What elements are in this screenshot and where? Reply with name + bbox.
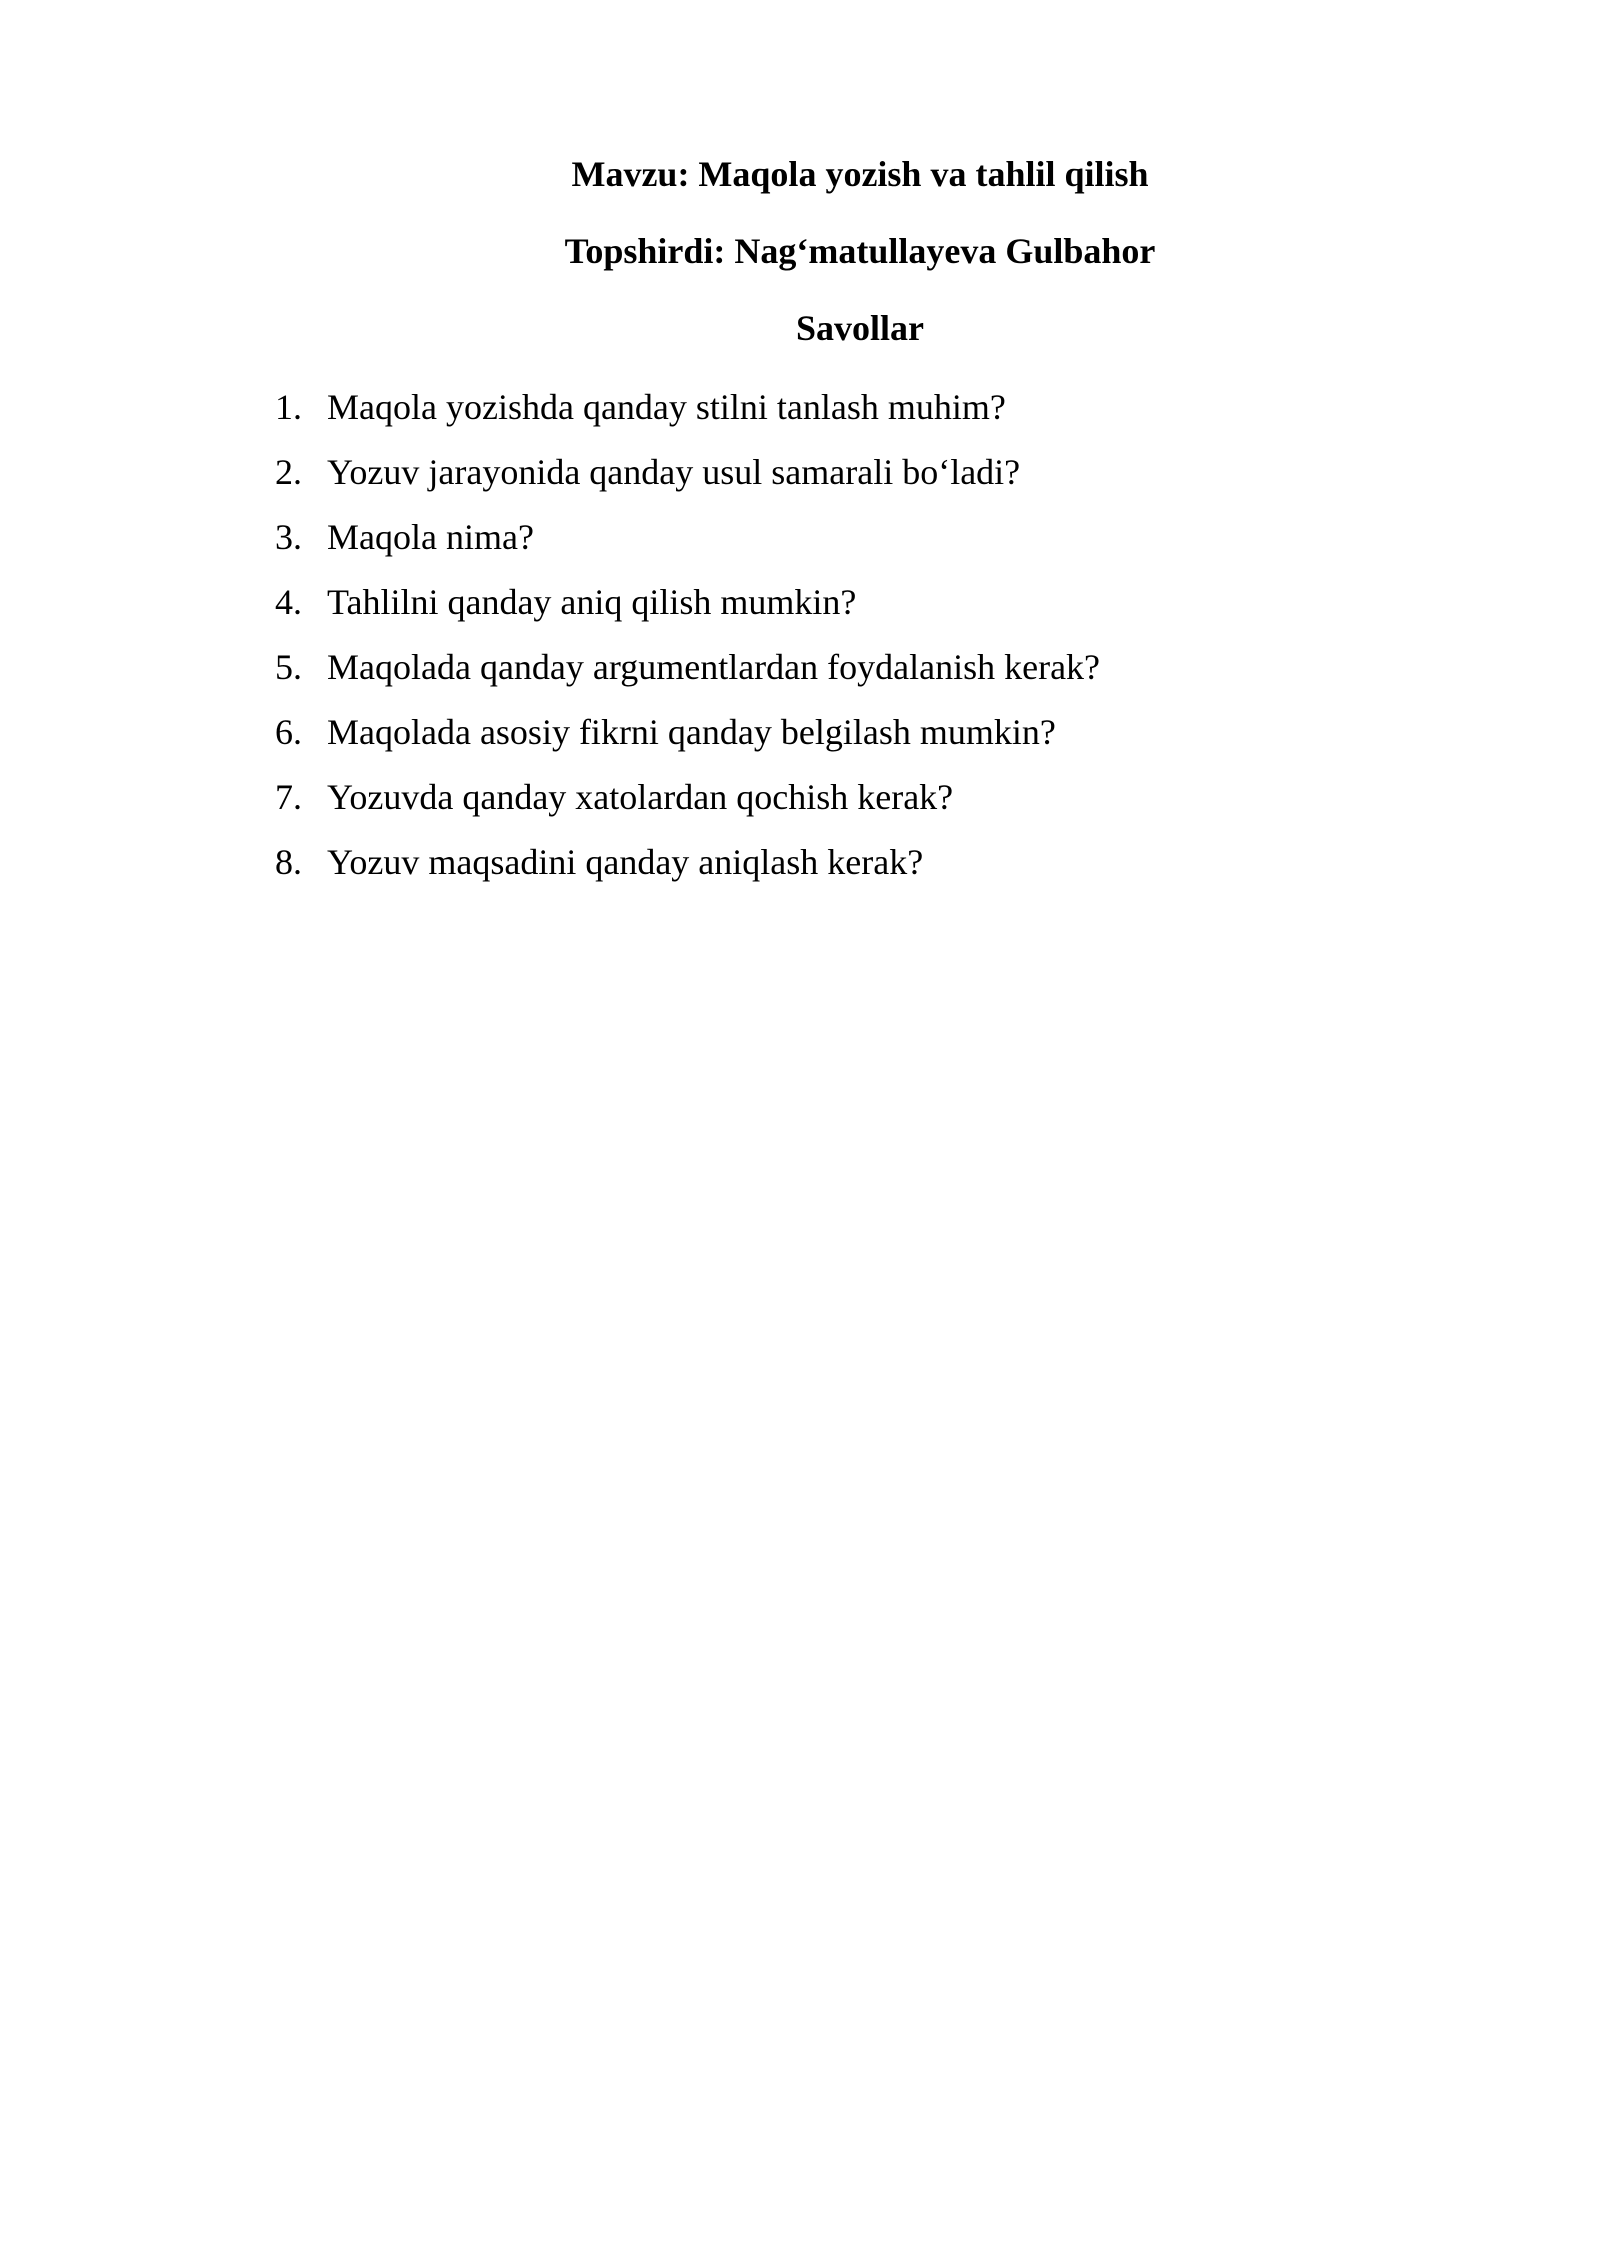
question-text: Tahlilni qanday aniq qilish mumkin? [327,582,857,622]
question-number: 7. [275,777,302,817]
question-number: 5. [275,647,302,687]
question-number: 6. [275,712,302,752]
question-text: Maqolada asosiy fikrni qanday belgilash mumkin? [327,712,1056,752]
author-heading: Topshirdi: Nag‘matullayeva Gulbahor [564,231,1156,271]
question-text: Yozuv jarayonida qanday usul samarali bo‘ladi? [327,452,1021,492]
question-number: 1. [275,387,302,427]
question-text: Maqola yozishda qanday stilni tanlash muhim? [327,387,1006,427]
question-text: Yozuvda qanday xatolardan qochish kerak? [327,777,954,817]
questions-section-title: Savollar [795,308,924,348]
topic-heading: Mavzu: Maqola yozish va tahlil qilish [571,154,1149,194]
question-number: 2. [275,452,302,492]
question-text: Maqolada qanday argumentlardan foydalanish kerak? [327,647,1101,687]
question-number: 8. [275,842,302,882]
question-number: 3. [275,517,302,557]
question-number: 4. [275,582,302,622]
question-text: Maqola nima? [327,517,534,557]
question-text: Yozuv maqsadini qanday aniqlash kerak? [327,842,924,882]
